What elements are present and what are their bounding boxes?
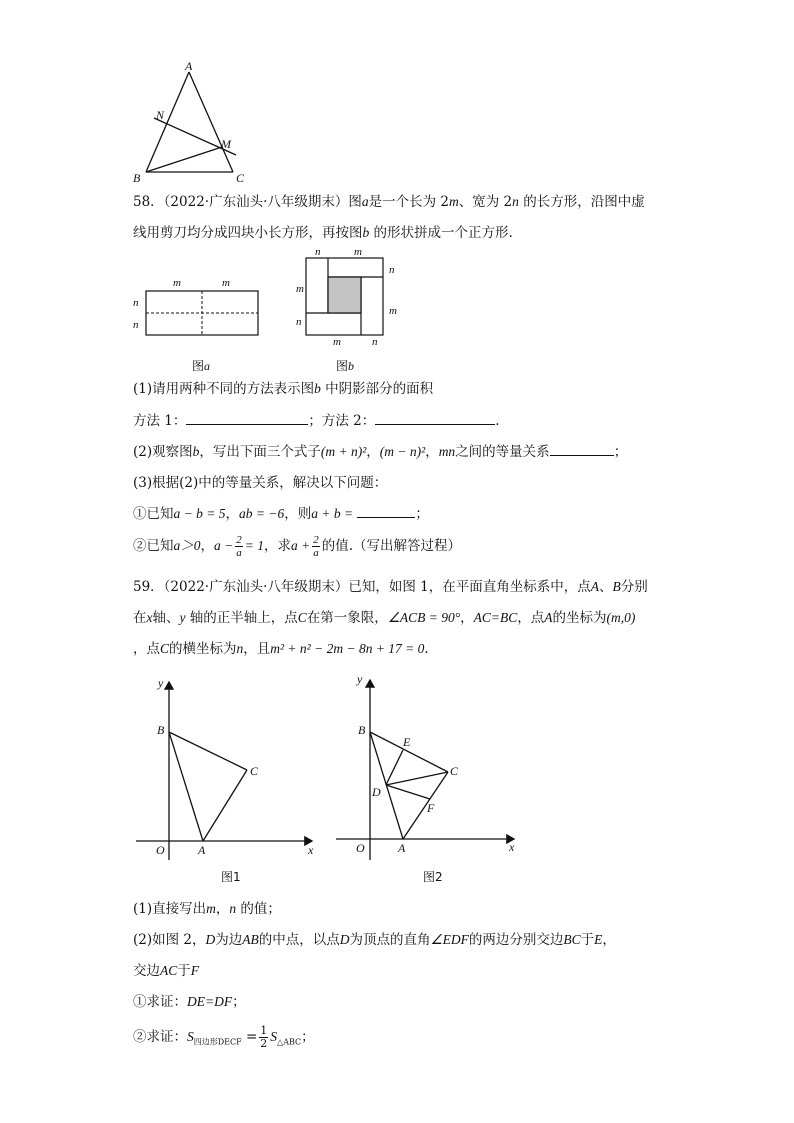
q58-stem-line1: 58．（2022·广东汕头·八年级期末）图a是一个长为 2m、宽为 2n 的长方形，沿图中虚 — [133, 194, 645, 210]
shaded-square — [328, 277, 361, 313]
segment-de — [386, 750, 403, 785]
method2-blank[interactable] — [375, 412, 495, 425]
fig-a-caption: 图a — [192, 359, 211, 373]
label-b: B — [133, 171, 141, 185]
side-ac-2 — [403, 772, 448, 839]
q59-part1: (1)直接写出m，n 的值； — [133, 901, 281, 917]
method1-blank[interactable] — [186, 412, 308, 425]
label-a: A — [185, 59, 193, 73]
fig-b-n-topleft: n — [315, 246, 321, 258]
q58-part2: (2)观察图b，写出下面三个式子(m + n)²，(m − n)²，mn之间的等量关系 ； — [133, 444, 628, 460]
fig1-label-o: O — [156, 843, 165, 857]
fig2-label-o: O — [356, 841, 365, 855]
q59-proof1: ①求证：DE=DF； — [133, 994, 246, 1010]
q59-part2-line1: (2)如图 2，D为边AB的中点，以点D为顶点的直角∠EDF的两边分别交边BC于E， — [133, 932, 616, 948]
fig-b-caption: 图b — [336, 359, 355, 373]
q58-stem-line2: 线用剪刀均分成四块小长方形，再按图b 的形状拼成一个正方形. — [133, 225, 513, 241]
side-ba — [169, 732, 203, 841]
fig-b-m-bottom: m — [333, 336, 341, 348]
figure-a-rectangle — [140, 285, 270, 345]
figure-1-coordinate — [130, 670, 330, 865]
fig2-caption: 图2 — [423, 870, 443, 884]
sum-blank[interactable] — [357, 505, 415, 518]
q58-methods: 方法 1： ；方法 2： . — [133, 413, 500, 429]
segment-dc — [386, 772, 448, 785]
fig-b-n-left: n — [296, 316, 302, 328]
q59-proof2: ②求证：$S_{四边形DECF}$ = $\frac{1}{2}$ $S_{\triangle ABC}$； — [133, 1024, 315, 1050]
side-bc — [169, 732, 247, 770]
figure-b-square — [300, 252, 390, 342]
fig1-label-x: x — [308, 843, 314, 857]
fig-a-m-right: m — [222, 277, 230, 289]
label-m: M — [221, 137, 231, 151]
fig2-label-a: A — [398, 841, 406, 855]
fig-a-n-top: n — [133, 297, 139, 309]
q58-part3: (3)根据(2)中的等量关系，解决以下问题： — [133, 475, 388, 491]
q59-line1: 59．（2022·广东汕头·八年级期末）已知，如图 1，在平面直角坐标系中，点A、B分别 — [133, 579, 648, 595]
fig-b-m-top: m — [354, 246, 362, 258]
fig1-label-y: y — [158, 676, 164, 690]
relation-blank[interactable] — [550, 443, 614, 456]
fig-a-m-left: m — [173, 277, 181, 289]
triangle-figure — [128, 58, 248, 188]
q58-sub1: ①已知a − b = 5，ab = −6，则a + b = ； — [133, 506, 429, 522]
fig-a-n-bottom: n — [133, 319, 139, 331]
fig1-caption: 图1 — [221, 870, 241, 884]
fig1-label-c: C — [250, 764, 259, 778]
fig2-label-f: F — [427, 801, 435, 815]
figure-2-coordinate — [330, 670, 530, 865]
q59-line2: 在x轴、y 轴的正半轴上，点C在第一象限，∠ACB = 90°，AC=BC，点A的坐标为(m,0) — [133, 610, 636, 626]
fig2-label-x: x — [509, 840, 515, 854]
label-n: N — [156, 108, 165, 122]
fig2-label-c: C — [450, 764, 459, 778]
fig2-label-y: y — [357, 672, 363, 686]
fig1-label-a: A — [198, 843, 206, 857]
edge-ac — [189, 72, 233, 172]
fig-b-m-right: m — [389, 305, 397, 317]
fig2-label-e: E — [403, 735, 411, 749]
q58-part1: (1)请用两种不同的方法表示图b 中阴影部分的面积 — [133, 381, 434, 397]
q59-part2-line2: 交边AC于F — [133, 963, 200, 979]
segment-df — [386, 785, 430, 799]
fig2-label-d: D — [372, 785, 381, 799]
edge-ab — [146, 72, 189, 172]
q58-sub2: ②已知a＞0，a − $\frac{2}{a}$ = 1，求a + $\frac{2}{a}$ 的值.（写出解答过程） — [133, 534, 462, 559]
fig-b-n-right: n — [389, 264, 395, 276]
fig-b-m-left: m — [296, 283, 304, 295]
fig-b-n-bottom: n — [372, 336, 378, 348]
fig1-label-b: B — [157, 723, 165, 737]
q59-line3: ，点C的横坐标为n，且m² + n² − 2m − 8n + 17 = 0． — [133, 641, 438, 657]
line-bm — [146, 147, 222, 172]
label-c: C — [236, 171, 245, 185]
side-ac — [203, 770, 247, 841]
fig2-label-b: B — [358, 723, 366, 737]
